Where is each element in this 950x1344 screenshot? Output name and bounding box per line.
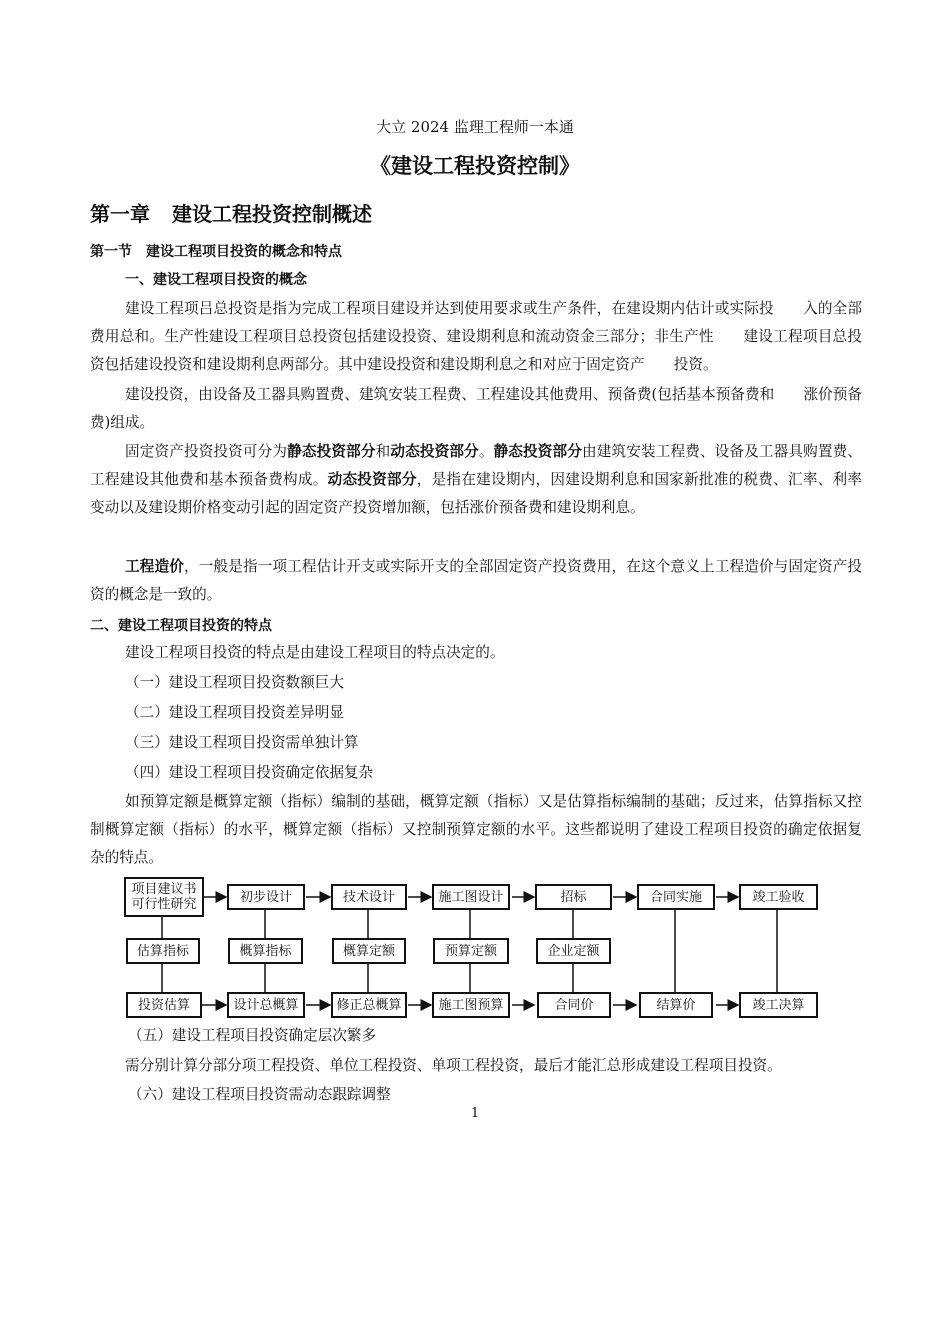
list-item-1: （一）建设工程项目投资数额巨大	[125, 674, 344, 691]
subsection-heading-2: 二、建设工程项目投资的特点	[90, 618, 272, 634]
node-bidding: 招标	[535, 884, 612, 910]
node-enterprise-quota: 企业定额	[536, 938, 611, 964]
chapter-heading	[90, 198, 372, 227]
node-investment-estimate: 投资估算	[126, 992, 202, 1018]
list-item-3: （三）建设工程项目投资需单独计算	[125, 734, 359, 751]
node-technical-design: 技术设计	[331, 884, 407, 910]
list-item-5: （五）建设工程项目投资确定层次繁多	[128, 1027, 377, 1044]
node-budget-index: 概算指标	[228, 938, 303, 964]
node-estimate-index: 估算指标	[126, 938, 200, 964]
paragraph-characteristics-intro: 建设工程项目投资的特点是由建设工程项目的特点决定的。	[125, 644, 505, 661]
node-settlement-price: 结算价	[639, 992, 713, 1018]
p3-text-3: 。	[478, 443, 494, 460]
list-item-4: （四）建设工程项目投资确定依据复杂	[125, 764, 374, 781]
node-final-accounts: 竣工决算	[739, 992, 818, 1018]
term-project-cost: 工程造价	[125, 558, 184, 575]
list-item-6: （六）建设工程项目投资需动态跟踪调整	[128, 1086, 391, 1103]
node-contract-price: 合同价	[537, 992, 611, 1018]
node-contract-execution: 合同实施	[637, 884, 715, 910]
p3-text-4: 由建筑安装工程费、设备及工器具购置费、工程建设其他费和基本预备费构成。	[90, 443, 862, 488]
chapter-number: 第一章	[90, 202, 150, 226]
section-heading: 第一节 建设工程项目投资的概念和特点	[90, 244, 342, 260]
subsection-heading-1: 一、建设工程项目投资的概念	[125, 272, 307, 288]
term-dynamic-investment-2: 动态投资部分	[327, 471, 417, 488]
node-construction-drawing-design: 施工图设计	[432, 884, 510, 910]
node-construction-drawing-budget: 施工图预算	[432, 992, 510, 1018]
node-design-general-budget: 设计总概算	[227, 992, 305, 1018]
chapter-name: 建设工程投资控制概述	[172, 202, 372, 226]
node-budget-quota: 概算定额	[332, 938, 406, 964]
node-preliminary-design: 初步设计	[227, 884, 305, 910]
book-title: 《建设工程投资控制》	[370, 153, 580, 178]
p3-text-5: ，是指在建设期内，因建设期利息和国家新批准的税费、汇率、利率变动以及建设期价格变动引起的固定资产投资增加额，包括涨价预备费和建设期利息。	[90, 471, 862, 516]
paragraph-fixed-asset-investment	[90, 438, 862, 522]
paragraph-total-investment: 建设工程项吕总投资是指为完成工程项目建设并达到使用要求或生产条件，在建设期内估计或实际投 入的全部费用总和。生产性建设工程项目总投资包括建设投资、建设期利息和流动资金三部分；非生产性 建设工程项目总投资包括建设投资和建设期利息两部分。其中建设投资和建设期利息之和对应于固定资产 投资。	[90, 300, 862, 373]
investment-flow-diagram	[122, 877, 820, 1025]
paragraph-construction-investment: 建设投资，由设备及工器具购置费、建筑安装工程费、工程建设其他费用、预备费(包括基本预备费和 涨价预备费)组成。	[90, 386, 862, 431]
paragraph-basis-complexity: 如预算定额是概算定额（指标）编制的基础，概算定额（指标）又是估算指标编制的基础；反过来，估算指标又控制概算定额（指标）的水平，概算定额（指标）又控制预算定额的水平。这些都说明了建设工程项目投资的确定依据复杂的特点。	[90, 793, 862, 866]
node-proposal-feasibility: 项目建议书 可行性研究	[124, 877, 204, 917]
node-completion-acceptance: 竣工验收	[739, 884, 818, 910]
node-estimate-quota: 预算定额	[433, 938, 509, 964]
list-item-2: （二）建设工程项目投资差异明显	[125, 704, 344, 721]
running-header: 大立 2024 监理工程师一本通	[376, 118, 574, 136]
paragraph-levels: 需分别计算分部分项工程投资、单位工程投资、单项工程投资，最后才能汇总形成建设工程项目投资。	[125, 1057, 782, 1074]
p3-text-1: 固定资产投资投资可分为	[125, 443, 288, 460]
p3-text-2: 和	[375, 443, 391, 460]
node-revised-general-budget: 修正总概算	[331, 992, 407, 1018]
term-static-investment: 静态投资部分	[287, 443, 376, 460]
term-static-investment-2: 静态投资部分	[493, 443, 583, 460]
p4-text-1: ，一般是指一项工程估计开支或实际开支的全部固定资产投资费用，在这个意义上工程造价与固定资产投资的概念是一致的。	[90, 558, 862, 603]
paragraph-project-cost	[90, 553, 862, 609]
term-dynamic-investment: 动态投资部分	[390, 443, 479, 460]
page-number: 1	[470, 1106, 480, 1121]
